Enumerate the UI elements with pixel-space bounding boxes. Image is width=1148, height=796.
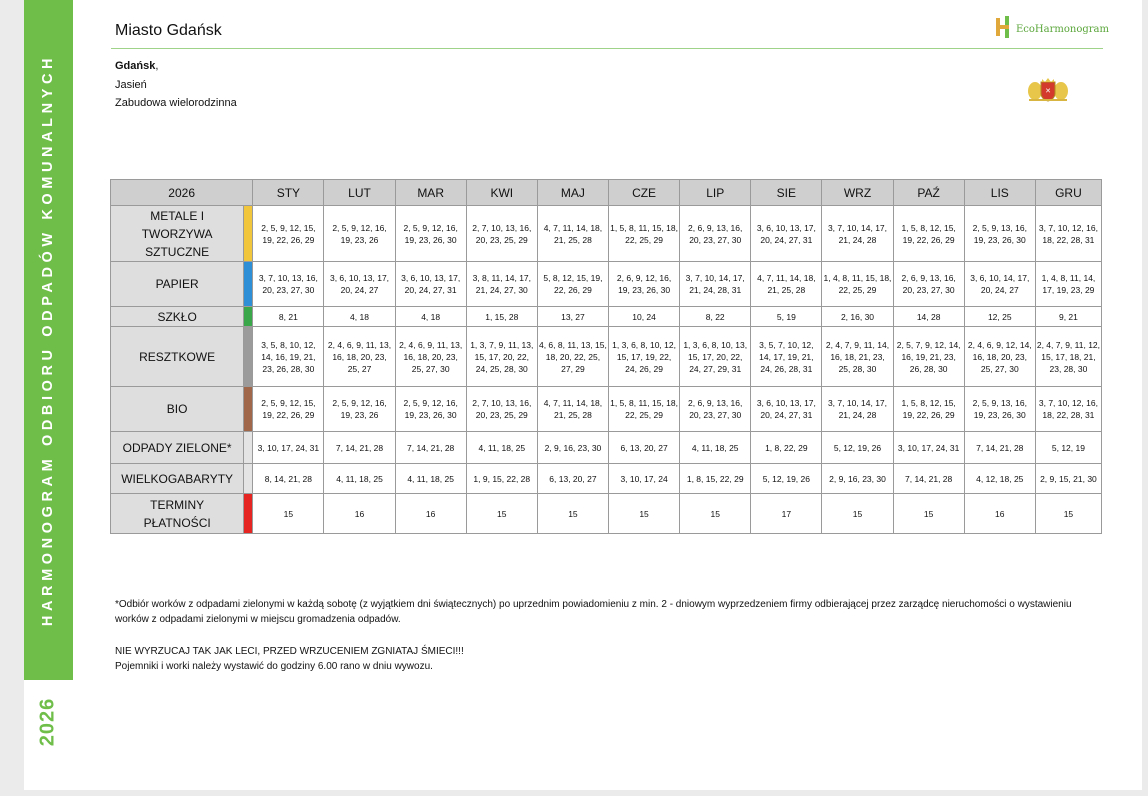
day-cell: 3, 6, 10, 13, 17, 20, 24, 27, 31 [751, 206, 822, 262]
month-header: WRZ [822, 180, 893, 206]
day-cell: 15 [253, 494, 324, 534]
day-cell: 3, 6, 10, 13, 17, 20, 24, 27 [324, 262, 395, 307]
waste-type-label: WIELKOGABARYTY [111, 464, 244, 494]
waste-type-label: ODPADY ZIELONE* [111, 432, 244, 464]
day-cell: 2, 4, 7, 9, 11, 14, 16, 18, 21, 23, 25, 28, 30 [822, 327, 893, 387]
day-cell: 10, 24 [609, 307, 680, 327]
schedule-year-header: 2026 [111, 180, 253, 206]
waste-color-swatch [244, 262, 253, 307]
day-cell: 5, 12, 19, 26 [822, 432, 893, 464]
waste-color-swatch [244, 432, 253, 464]
schedule-header-row [111, 180, 1102, 206]
day-cell: 2, 6, 9, 13, 16, 20, 23, 27, 30 [893, 262, 964, 307]
month-header: PAŹ [893, 180, 964, 206]
day-cell: 9, 21 [1035, 307, 1101, 327]
day-cell: 2, 5, 9, 13, 16, 19, 23, 26, 30 [964, 206, 1035, 262]
waste-color-swatch [244, 387, 253, 432]
day-cell: 2, 9, 15, 21, 30 [1035, 464, 1101, 494]
day-cell: 2, 5, 9, 12, 16, 19, 23, 26, 30 [395, 387, 466, 432]
day-cell: 1, 4, 8, 11, 14, 17, 19, 23, 29 [1035, 262, 1101, 307]
table-row [111, 262, 1102, 307]
waste-type-label: RESZTKOWE [111, 327, 244, 387]
day-cell: 14, 28 [893, 307, 964, 327]
day-cell: 1, 5, 8, 12, 15, 19, 22, 26, 29 [893, 206, 964, 262]
day-cell: 3, 5, 7, 10, 12, 14, 17, 19, 21, 24, 26, 28, 31 [751, 327, 822, 387]
day-cell: 5, 12, 19, 26 [751, 464, 822, 494]
svg-text:✕: ✕ [1045, 87, 1051, 95]
day-cell: 8, 22 [680, 307, 751, 327]
day-cell: 3, 6, 10, 13, 17, 20, 24, 27, 31 [395, 262, 466, 307]
day-cell: 7, 14, 21, 28 [964, 432, 1035, 464]
location-city-suffix: , [155, 60, 159, 72]
day-cell: 1, 3, 7, 9, 11, 13, 15, 17, 20, 22, 24, 25, 28, 30 [466, 327, 537, 387]
waste-type-label: BIO [111, 387, 244, 432]
waste-color-swatch [244, 464, 253, 494]
day-cell: 8, 21 [253, 307, 324, 327]
waste-color-swatch [244, 494, 253, 534]
schedule-table [110, 179, 1102, 534]
waste-type-label: SZKŁO [111, 307, 244, 327]
green-waste-note: *Odbiór worków z odpadami zielonymi w każdą sobotę (z wyjątkiem dni świątecznych) po uprzednim powiadomieniu z min. 2 - dniowym wyprzedzeniem firmy odbierającej przez zarządcę nieruchomości o wystawieniu worków z odpadami zielonymi w miejscu gromadzenia odpadów. [115, 599, 1072, 625]
day-cell: 5, 19 [751, 307, 822, 327]
day-cell: 2, 6, 9, 13, 16, 20, 23, 27, 30 [680, 206, 751, 262]
waste-type-label: PAPIER [111, 262, 244, 307]
location-city-line [115, 60, 158, 72]
waste-color-swatch [244, 206, 253, 262]
day-cell: 1, 3, 6, 8, 10, 13, 15, 17, 20, 22, 24, 27, 29, 31 [680, 327, 751, 387]
day-cell: 15 [1035, 494, 1101, 534]
day-cell: 1, 8, 15, 22, 29 [680, 464, 751, 494]
day-cell: 2, 4, 6, 9, 11, 13, 16, 18, 20, 23, 25, 27, 30 [395, 327, 466, 387]
gdansk-crest-icon [1027, 76, 1069, 107]
month-header: KWI [466, 180, 537, 206]
location-building-type: Zabudowa wielorodzinna [115, 97, 237, 109]
day-cell: 3, 10, 17, 24, 31 [253, 432, 324, 464]
day-cell: 3, 7, 10, 12, 16, 18, 22, 28, 31 [1035, 206, 1101, 262]
table-row [111, 432, 1102, 464]
day-cell: 1, 5, 8, 11, 15, 18, 22, 25, 29 [609, 206, 680, 262]
day-cell: 7, 14, 21, 28 [395, 432, 466, 464]
day-cell: 16 [324, 494, 395, 534]
table-row [111, 307, 1102, 327]
day-cell: 15 [822, 494, 893, 534]
waste-color-swatch [244, 327, 253, 387]
day-cell: 15 [680, 494, 751, 534]
day-cell: 3, 7, 10, 14, 17, 21, 24, 28 [822, 206, 893, 262]
month-header: CZE [609, 180, 680, 206]
day-cell: 4, 7, 11, 14, 18, 21, 25, 28 [537, 387, 608, 432]
day-cell: 1, 4, 8, 11, 15, 18, 22, 25, 29 [822, 262, 893, 307]
month-header: LIS [964, 180, 1035, 206]
day-cell: 6, 13, 20, 27 [609, 432, 680, 464]
day-cell: 2, 5, 9, 13, 16, 19, 23, 26, 30 [964, 387, 1035, 432]
day-cell: 2, 5, 9, 12, 16, 19, 23, 26, 30 [395, 206, 466, 262]
day-cell: 4, 18 [324, 307, 395, 327]
day-cell: 1, 15, 28 [466, 307, 537, 327]
location-district: Jasień [115, 79, 147, 91]
table-row [111, 206, 1102, 262]
day-cell: 2, 16, 30 [822, 307, 893, 327]
month-header: SIE [751, 180, 822, 206]
table-row [111, 387, 1102, 432]
eco-logo [994, 16, 1109, 43]
month-header: MAR [395, 180, 466, 206]
month-header: MAJ [537, 180, 608, 206]
day-cell: 2, 4, 6, 9, 12, 14, 16, 18, 20, 23, 25, 27, 30 [964, 327, 1035, 387]
day-cell: 1, 5, 8, 11, 15, 18, 22, 25, 29 [609, 387, 680, 432]
day-cell: 4, 11, 18, 25 [680, 432, 751, 464]
day-cell: 15 [537, 494, 608, 534]
day-cell: 3, 10, 17, 24 [609, 464, 680, 494]
day-cell: 2, 4, 7, 9, 11, 12, 15, 17, 18, 21, 23, 28, 30 [1035, 327, 1101, 387]
day-cell: 1, 9, 15, 22, 28 [466, 464, 537, 494]
day-cell: 2, 5, 9, 12, 15, 19, 22, 26, 29 [253, 387, 324, 432]
table-row [111, 327, 1102, 387]
day-cell: 4, 11, 18, 25 [395, 464, 466, 494]
day-cell: 15 [466, 494, 537, 534]
day-cell: 3, 7, 10, 14, 17, 21, 24, 28 [822, 387, 893, 432]
day-cell: 2, 6, 9, 12, 16, 19, 23, 26, 30 [609, 262, 680, 307]
sidebar-year: 2026 [36, 697, 59, 747]
month-header: LIP [680, 180, 751, 206]
day-cell: 3, 10, 17, 24, 31 [893, 432, 964, 464]
day-cell: 2, 9, 16, 23, 30 [537, 432, 608, 464]
month-header: STY [253, 180, 324, 206]
day-cell: 6, 13, 20, 27 [537, 464, 608, 494]
month-header: LUT [324, 180, 395, 206]
day-cell: 5, 8, 12, 15, 19, 22, 26, 29 [537, 262, 608, 307]
day-cell: 7, 14, 21, 28 [324, 432, 395, 464]
day-cell: 3, 5, 8, 10, 12, 14, 16, 19, 21, 23, 26, 28, 30 [253, 327, 324, 387]
schedule-body [111, 206, 1102, 534]
day-cell: 15 [893, 494, 964, 534]
day-cell: 12, 25 [964, 307, 1035, 327]
day-cell: 2, 7, 10, 13, 16, 20, 23, 25, 29 [466, 387, 537, 432]
day-cell: 2, 6, 9, 13, 16, 20, 23, 27, 30 [680, 387, 751, 432]
day-cell: 16 [395, 494, 466, 534]
day-cell: 3, 6, 10, 14, 17, 20, 24, 27 [964, 262, 1035, 307]
day-cell: 2, 5, 9, 12, 16, 19, 23, 26 [324, 387, 395, 432]
day-cell: 3, 7, 10, 13, 16, 20, 23, 27, 30 [253, 262, 324, 307]
day-cell: 15 [609, 494, 680, 534]
day-cell: 4, 7, 11, 14, 18, 21, 25, 28 [751, 262, 822, 307]
day-cell: 16 [964, 494, 1035, 534]
logo-icon [994, 16, 1012, 43]
day-cell: 3, 6, 10, 13, 17, 20, 24, 27, 31 [751, 387, 822, 432]
logo-text: EcoHarmonogram [1016, 24, 1109, 35]
waste-color-swatch [244, 307, 253, 327]
month-header: GRU [1035, 180, 1101, 206]
day-cell: 5, 12, 19 [1035, 432, 1101, 464]
day-cell: 4, 18 [395, 307, 466, 327]
waste-type-label: METALE I TWORZYWA SZTUCZNE [111, 206, 244, 262]
day-cell: 3, 7, 10, 14, 17, 21, 24, 28, 31 [680, 262, 751, 307]
day-cell: 4, 6, 8, 11, 13, 15, 18, 20, 22, 25, 27, 29 [537, 327, 608, 387]
day-cell: 1, 8, 22, 29 [751, 432, 822, 464]
table-row [111, 494, 1102, 534]
day-cell: 8, 14, 21, 28 [253, 464, 324, 494]
day-cell: 1, 3, 6, 8, 10, 12, 15, 17, 19, 22, 24, 26, 29 [609, 327, 680, 387]
day-cell: 4, 7, 11, 14, 18, 21, 25, 28 [537, 206, 608, 262]
waste-type-label: TERMINY PŁATNOŚCI [111, 494, 244, 534]
day-cell: 3, 8, 11, 14, 17, 21, 24, 27, 30 [466, 262, 537, 307]
day-cell: 4, 11, 18, 25 [324, 464, 395, 494]
table-row [111, 464, 1102, 494]
page-title: Miasto Gdańsk [115, 22, 222, 39]
day-cell: 7, 14, 21, 28 [893, 464, 964, 494]
day-cell: 13, 27 [537, 307, 608, 327]
day-cell: 2, 4, 6, 9, 11, 13, 16, 18, 20, 23, 25, 27 [324, 327, 395, 387]
day-cell: 17 [751, 494, 822, 534]
day-cell: 3, 7, 10, 12, 16, 18, 22, 28, 31 [1035, 387, 1101, 432]
header-divider [111, 48, 1103, 49]
sidebar-title: HARMONOGRAM ODBIORU ODPADÓW KOMUNALNYCH [40, 53, 56, 627]
day-cell: 2, 5, 7, 9, 12, 14, 16, 19, 21, 23, 26, 28, 30 [893, 327, 964, 387]
day-cell: 4, 12, 18, 25 [964, 464, 1035, 494]
warning-note: NIE WYRZUCAJ TAK JAK LECI, PRZED WRZUCENIEM ZGNIATAJ ŚMIECI!!! [115, 646, 464, 657]
day-cell: 2, 9, 16, 23, 30 [822, 464, 893, 494]
location-city: Gdańsk [115, 60, 156, 72]
day-cell: 2, 5, 9, 12, 15, 19, 22, 26, 29 [253, 206, 324, 262]
hours-note: Pojemniki i worki należy wystawić do godziny 6.00 rano w dniu wywozu. [115, 661, 433, 672]
day-cell: 1, 5, 8, 12, 15, 19, 22, 26, 29 [893, 387, 964, 432]
day-cell: 2, 7, 10, 13, 16, 20, 23, 25, 29 [466, 206, 537, 262]
day-cell: 2, 5, 9, 12, 16, 19, 23, 26 [324, 206, 395, 262]
day-cell: 4, 11, 18, 25 [466, 432, 537, 464]
